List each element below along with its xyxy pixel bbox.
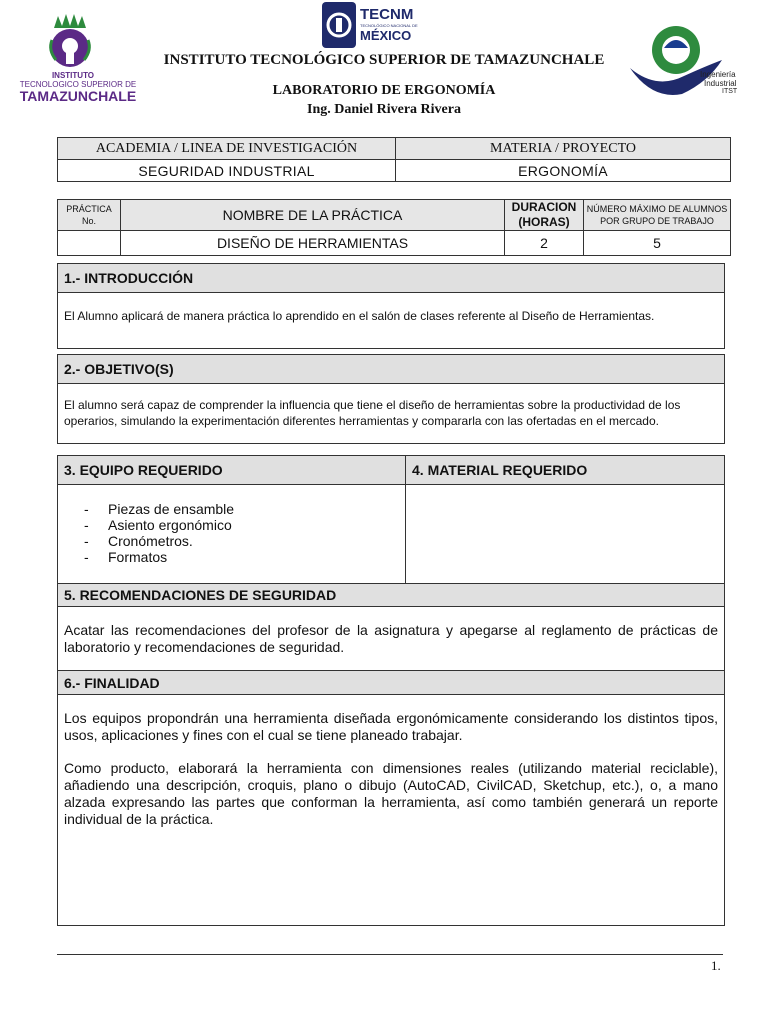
duracion-header: [505, 200, 584, 231]
logo-tecnm-line1: TECNM: [360, 6, 414, 23]
seguridad-title: 5. RECOMENDACIONES DE SEGURIDAD: [58, 584, 724, 607]
academia-header: ACADEMIA / LINEA DE INVESTIGACIÓN: [58, 138, 396, 160]
list-item: - Piezas de ensamble: [84, 501, 405, 517]
logo-tecnm-line2: TECNOLÓGICO NACIONAL DE: [360, 23, 418, 28]
logo-tecnm: [318, 0, 418, 52]
list-item: - Asiento ergonómico: [84, 517, 405, 533]
logo-ii-line3: ITST: [722, 88, 738, 95]
section-text: El Alumno aplicará de manera práctica lo aprendido en el salón de clases referente al Diseño de Herramientas.: [64, 309, 655, 323]
practica-value: [58, 231, 121, 256]
finalidad-body: [58, 695, 724, 828]
academia-table: [57, 137, 731, 182]
logo-itst-line2: TECNOLOGICO SUPERIOR DE: [19, 80, 137, 89]
duracion-value: 2: [505, 231, 584, 256]
footer-divider: [57, 954, 723, 955]
section-equipo-material: [57, 455, 725, 926]
lab-title: LABORATORIO DE ERGONOMÍA: [272, 83, 496, 98]
academia-value: SEGURIDAD INDUSTRIAL: [58, 160, 396, 182]
practica-header: [58, 200, 121, 231]
practica-header-line2: No.: [81, 216, 96, 226]
material-body: [406, 485, 724, 583]
alumnos-value: 5: [584, 231, 731, 256]
equipo-list: [84, 501, 405, 565]
section-title: 1.- INTRODUCCIÓN: [58, 264, 724, 293]
logo-tecnm-line3: MÉXICO: [360, 28, 412, 43]
finalidad-paragraph-2: Como producto, elaborará la herramienta con dimensiones reales (utilizando material reciclable), añadiendo una descripción, croquis, plano o dibujo (AutoCAD, CivilCAD, Sketchup, etc.), o, a mano alzada expresando las partes que conforman la herramienta, así como también generará un reporte individual de la práctica.: [64, 760, 718, 827]
alumnos-header: [584, 200, 731, 231]
material-title: 4. MATERIAL REQUERIDO: [406, 456, 724, 484]
materia-value: ERGONOMÍA: [396, 160, 731, 182]
institute-title: INSTITUTO TECNOLÓGICO SUPERIOR DE TAMAZUNCHALE: [163, 52, 605, 68]
nombre-value: DISEÑO DE HERRAMIENTAS: [121, 231, 505, 256]
list-item: - Cronómetros.: [84, 533, 405, 549]
logo-ii-line1: Ingeniería: [700, 70, 736, 79]
logo-itst-line3: TAMAZUNCHALE: [19, 88, 137, 104]
equipo-title: 3. EQUIPO REQUERIDO: [58, 456, 406, 484]
alumnos-header-line2: POR GRUPO DE TRABAJO: [600, 216, 714, 226]
lab-head-name: Ing. Daniel Rivera Rivera: [307, 102, 461, 117]
nombre-header: NOMBRE DE LA PRÁCTICA: [121, 200, 505, 231]
list-item: - Formatos: [84, 549, 405, 565]
duracion-header-line2: (HORAS): [518, 215, 570, 229]
section-objetivo: [57, 354, 725, 444]
seguridad-text: Acatar las recomendaciones del profesor de la asignatura y apegarse al reglamento de prácticas de laboratorio y recomendaciones de seguridad.: [58, 607, 724, 671]
tecnm-gear-icon: [318, 0, 360, 50]
logo-itst-line1: INSTITUTO: [51, 71, 95, 80]
section-title: 2.- OBJETIVO(S): [58, 355, 724, 384]
page-number: 1.: [711, 958, 721, 973]
duracion-header-line1: DURACION: [511, 200, 577, 214]
equipo-list-container: [58, 485, 406, 583]
section-introduccion: [57, 263, 725, 349]
materia-header: MATERIA / PROYECTO: [396, 138, 731, 160]
section-text: El alumno será capaz de comprender la influencia que tiene el diseño de herramientas sobre la productividad de los operarios, simulando la experimentación diferentes herramientas y compararla con las ofertadas en el mercado.: [64, 398, 681, 428]
alumnos-header-line1: NÚMERO MÁXIMO DE ALUMNOS: [586, 204, 728, 214]
logo-ii-line2: Industrial: [704, 79, 737, 88]
practica-header-line1: PRÁCTICA: [66, 204, 112, 214]
finalidad-title: 6.- FINALIDAD: [58, 671, 724, 695]
finalidad-paragraph-1: Los equipos propondrán una herramienta diseñada ergonómicamente considerando los distintos tipos, usos, aplicaciones y fines con el cual se tiene planeado trabajar.: [64, 710, 718, 743]
practice-table: [57, 199, 731, 256]
